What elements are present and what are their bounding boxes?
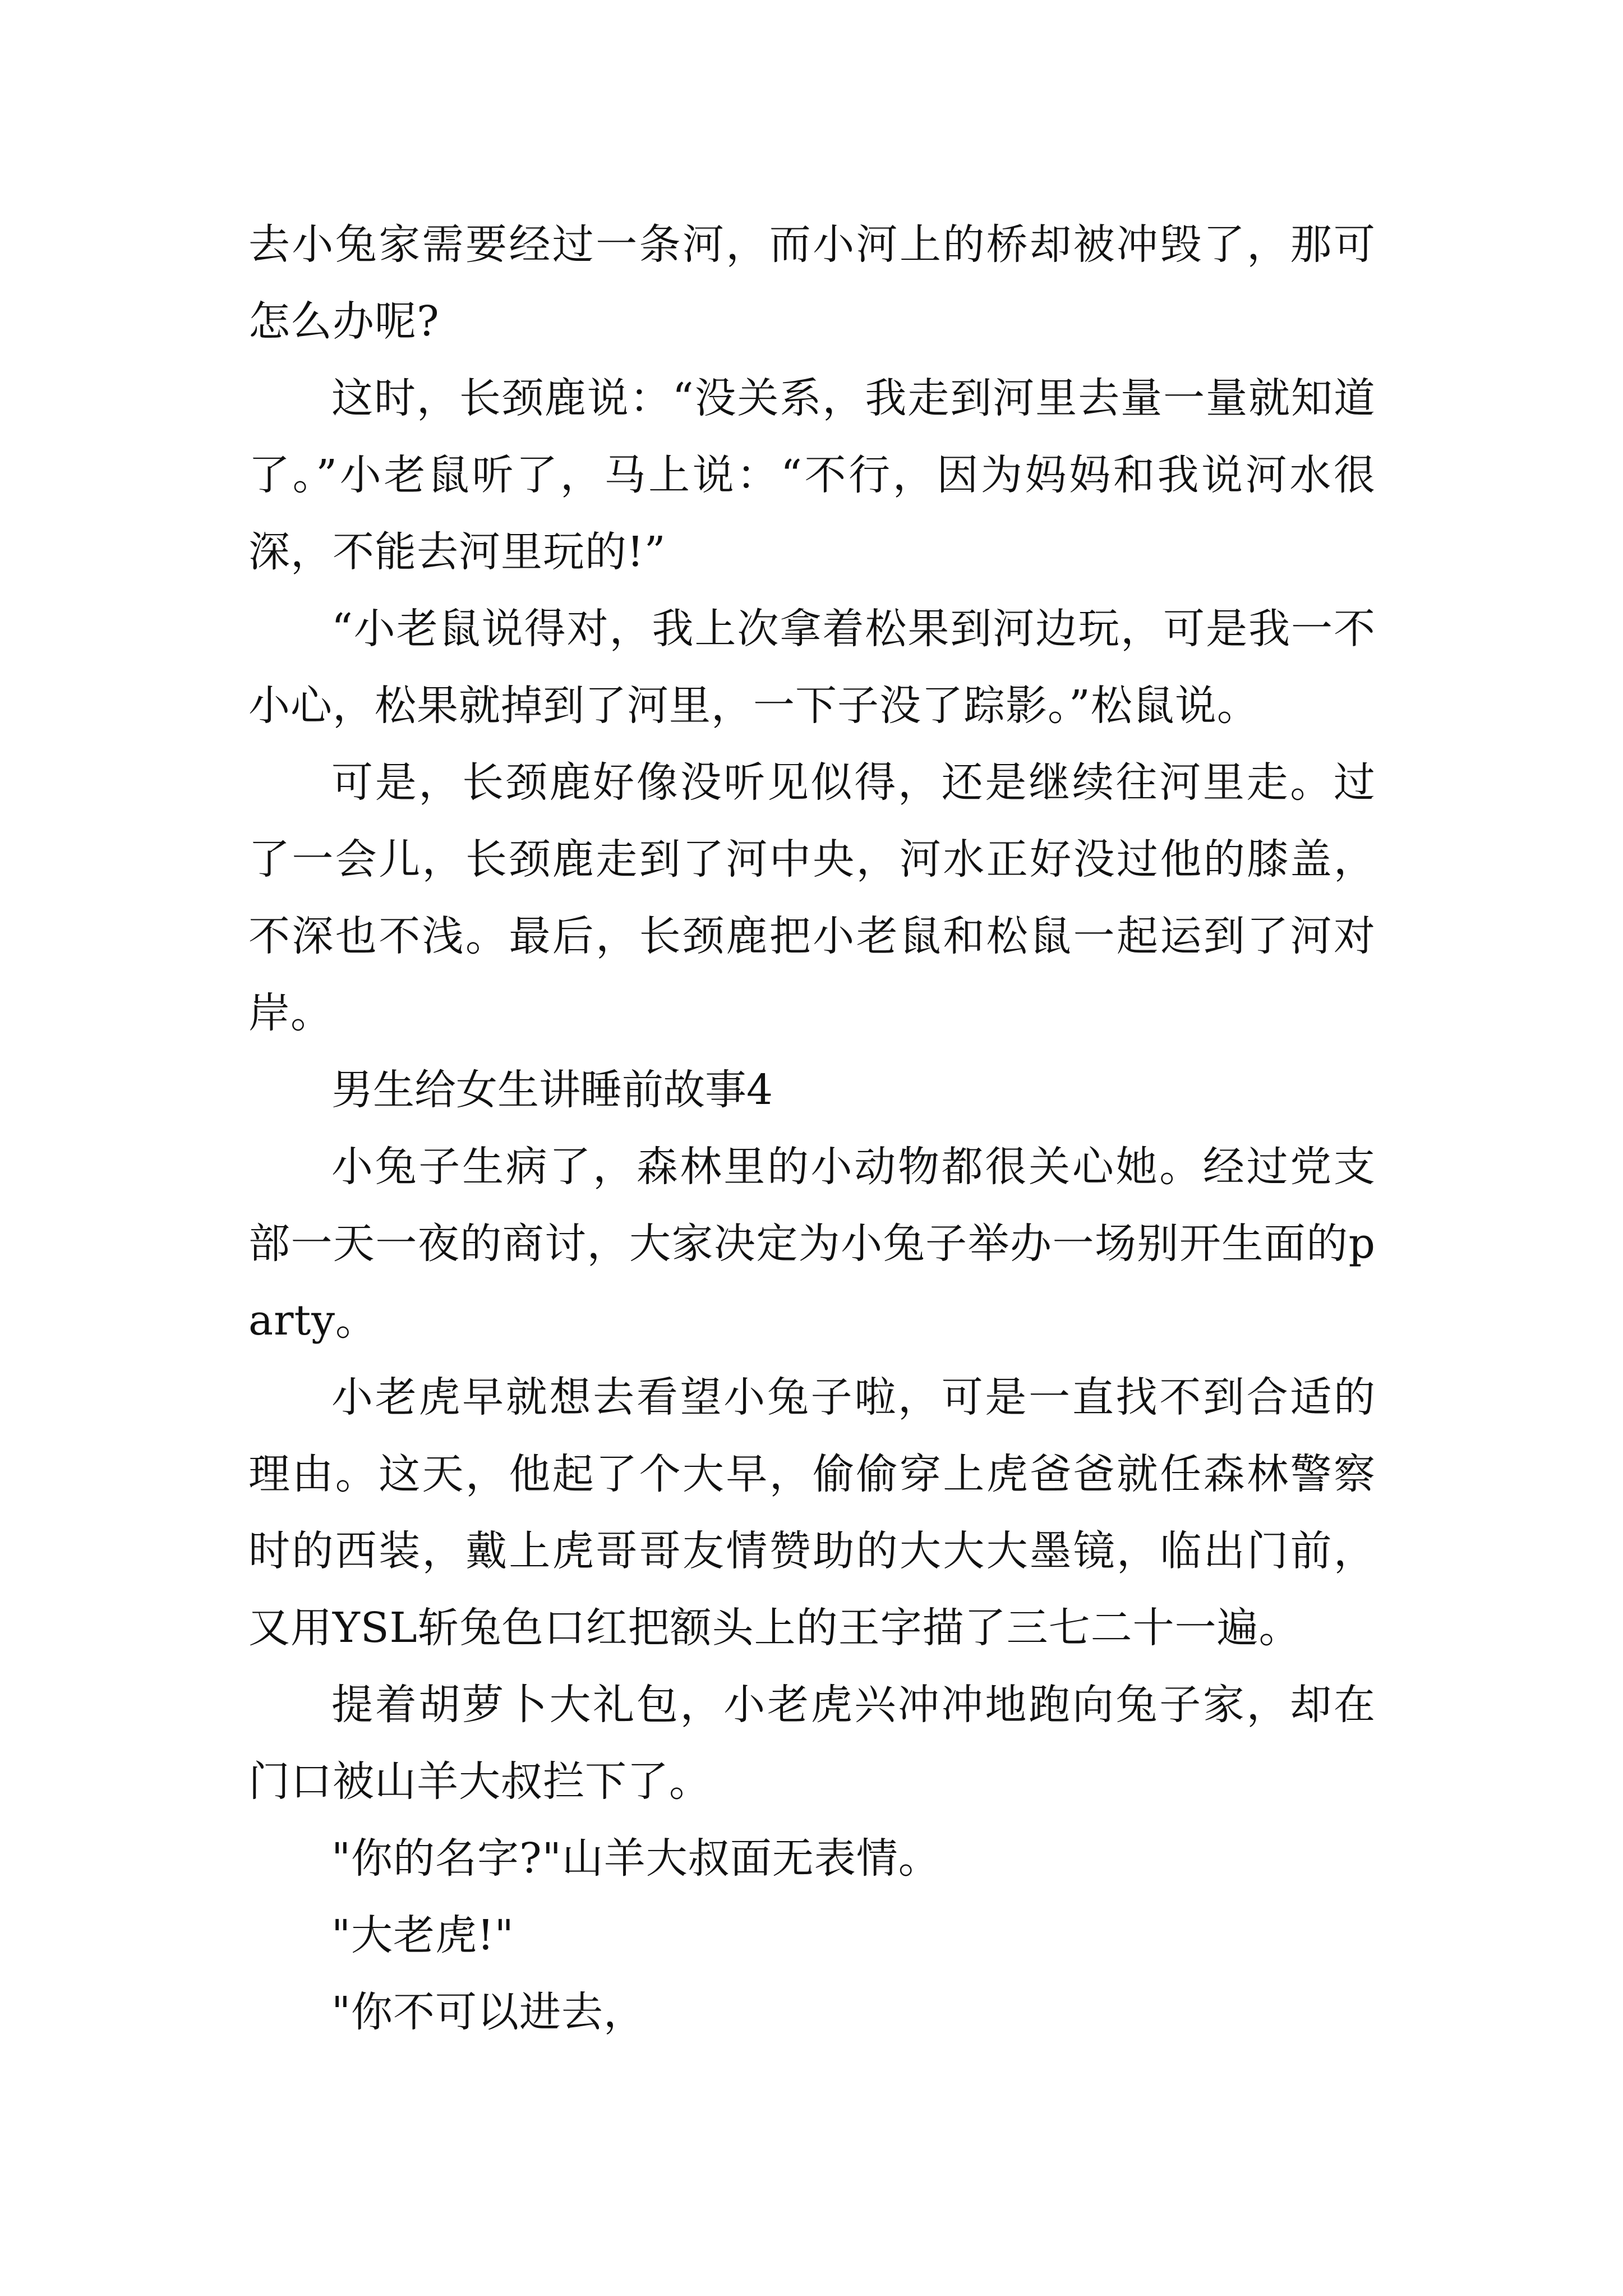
paragraph-squirrel-speaks: “小老鼠说得对，我上次拿着松果到河边玩，可是我一不小心，松果就掉到了河里，一下子没了踪影。”松鼠说。 xyxy=(248,605,1376,730)
paragraph-tiger-stopped: 提着胡萝卜大礼包，小老虎兴冲冲地跑向兔子家，却在门口被山羊大叔拦下了。 xyxy=(248,1681,1376,1806)
paragraph-rabbit-sick: 小兔子生病了，森林里的小动物都很关心她。经过党支部一天一夜的商讨，大家决定为小兔子举办一场别开生面的party。 xyxy=(248,1143,1376,1345)
paragraph-giraffe-speaks: 这时，长颈鹿说：“没关系，我走到河里去量一量就知道了。”小老鼠听了，马上说：“不行，因为妈妈和我说河水很深，不能去河里玩的!” xyxy=(248,374,1376,576)
dialogue-tiger-answers: "大老虎!" xyxy=(331,1911,514,1959)
paragraph-tiger-dresses: 小老虎早就想去看望小兔子啦，可是一直找不到合适的理由。这天，他起了个大早，偷偷穿上虎爸爸就任森林警察时的西装，戴上虎哥哥友情赞助的大大大墨镜，临出门前，又用YSL斩兔色口红把额头上的王字描了三七二十一遍。 xyxy=(248,1373,1376,1652)
dialogue-goat-asks: "你的名字?"山羊大叔面无表情。 xyxy=(331,1834,940,1883)
document-body xyxy=(248,206,1376,2051)
paragraph-giraffe-crosses: 可是，长颈鹿好像没听见似得，还是继续往河里走。过了一会儿，长颈鹿走到了河中央，河水正好没过他的膝盖，不深也不浅。最后，长颈鹿把小老鼠和松鼠一起运到了河对岸。 xyxy=(248,758,1376,1037)
paragraph-river-problem: 去小兔家需要经过一条河，而小河上的桥却被冲毁了，那可怎么办呢? xyxy=(248,220,1376,346)
dialogue-goat-refuses: "你不可以进去， xyxy=(331,1988,646,2036)
section-title: 男生给女生讲睡前故事4 xyxy=(331,1066,773,1114)
